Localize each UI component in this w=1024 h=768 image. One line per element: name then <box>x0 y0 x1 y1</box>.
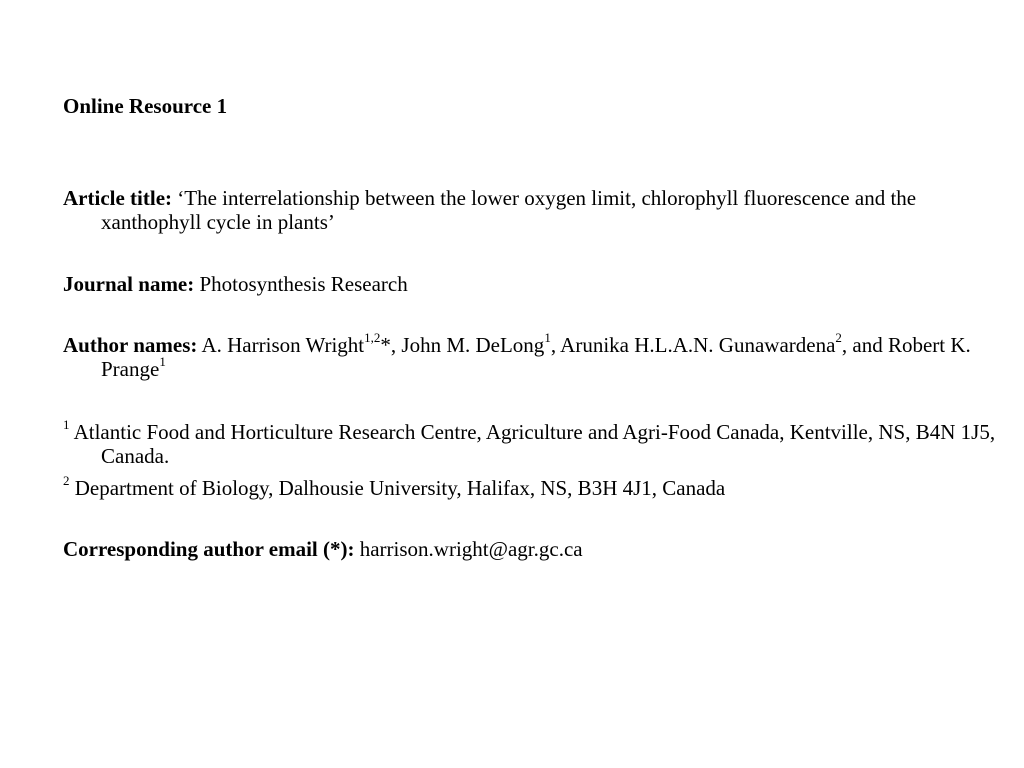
author-separator: *, <box>380 333 402 357</box>
corresponding-email-value: harrison.wright@agr.gc.ca <box>359 537 583 561</box>
article-title-value: ‘The interrelationship between the lower oxygen limit, chlorophyll fluorescence and the xanthophyll cycle in plants’ <box>101 186 917 234</box>
journal-name-line <box>63 272 1001 296</box>
journal-name-label: Journal name: <box>63 272 195 296</box>
affiliation-text: Atlantic Food and Horticulture Research Centre, Agriculture and Agri-Food Canada, Kentville, NS, B4N 1J5, Canada. <box>73 420 996 468</box>
author-affiliation-marker: 1 <box>544 330 551 345</box>
author-separator: , <box>550 333 561 357</box>
author-affiliation-marker: 1,2 <box>364 330 381 345</box>
author-name: A. Harrison Wright <box>201 333 365 357</box>
corresponding-email-label: Corresponding author email (*): <box>63 537 355 561</box>
author-affiliation-marker: 1 <box>159 354 166 369</box>
corresponding-email-line <box>63 537 1001 561</box>
journal-name-value: Photosynthesis Research <box>199 272 408 296</box>
resource-title: Online Resource 1 <box>63 94 228 118</box>
author-name: Arunika H.L.A.N. Gunawardena <box>560 333 836 357</box>
article-title-label: Article title: <box>63 186 173 210</box>
affiliation-2 <box>63 473 1001 500</box>
author-affiliation-marker: 2 <box>835 330 842 345</box>
author-names-label: Author names: <box>63 333 198 357</box>
author-names-line <box>63 330 1001 381</box>
affiliation-marker: 1 <box>63 417 70 432</box>
affiliation-text: Department of Biology, Dalhousie University, Halifax, NS, B3H 4J1, Canada <box>74 476 726 500</box>
author-separator: , and <box>841 333 888 357</box>
author-name: Robert K. Prange <box>101 333 971 381</box>
article-title-line <box>63 186 1001 234</box>
affiliation-1 <box>63 417 1001 468</box>
affiliation-marker: 2 <box>63 473 70 488</box>
author-name: John M. DeLong <box>401 333 545 357</box>
